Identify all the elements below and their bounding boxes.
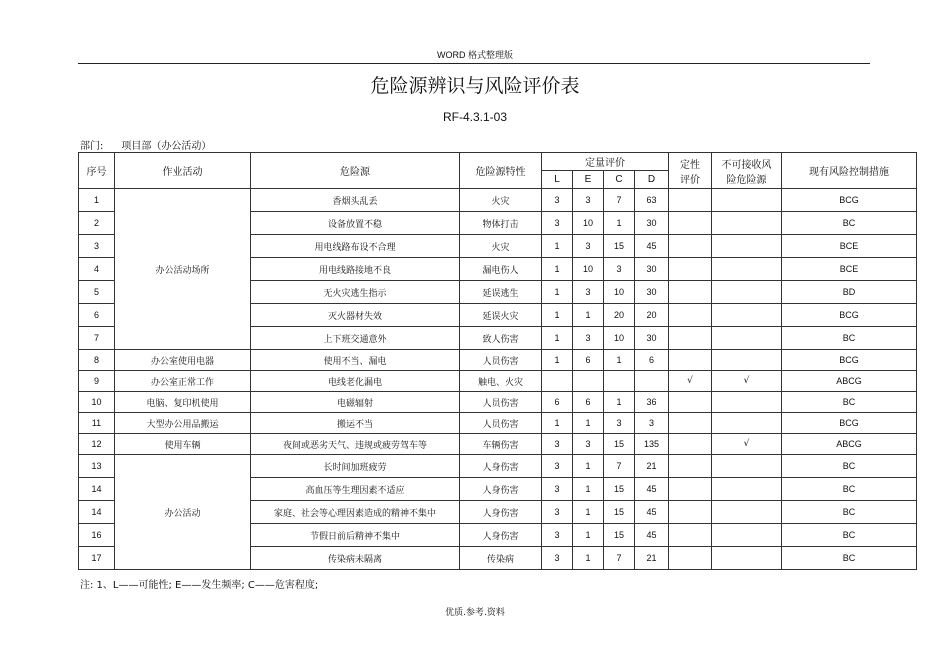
qualitative-cell: [669, 327, 712, 350]
row-seq: 1: [79, 189, 115, 212]
hazard-cell: 设备放置不稳: [251, 212, 460, 235]
property-cell: 火灾: [460, 235, 542, 258]
d-cell: 21: [635, 455, 669, 478]
header-measures: 现有风险控制措施: [782, 153, 917, 189]
unacceptable-cell: [712, 189, 782, 212]
c-cell: 7: [604, 547, 635, 570]
table-row: [79, 392, 917, 413]
d-cell: 30: [635, 212, 669, 235]
unacceptable-cell: [712, 304, 782, 327]
row-seq: 17: [79, 547, 115, 570]
unacceptable-cell: [712, 235, 782, 258]
l-cell: 3: [542, 455, 573, 478]
unacceptable-cell: [712, 501, 782, 524]
measures-cell: BCG: [782, 189, 917, 212]
header-unacceptable-line1: 不可接收风: [721, 159, 772, 171]
header-e: E: [573, 171, 604, 189]
property-cell: 延误逃生: [460, 281, 542, 304]
hazard-cell: 家庭、社会等心理因素造成的精神不集中: [251, 501, 460, 524]
l-cell: 1: [542, 327, 573, 350]
property-cell: 延误火灾: [460, 304, 542, 327]
e-cell: 1: [573, 501, 604, 524]
qualitative-cell: [669, 434, 712, 455]
e-cell: 6: [573, 350, 604, 371]
d-cell: 45: [635, 524, 669, 547]
row-seq: 6: [79, 304, 115, 327]
d-cell: 30: [635, 258, 669, 281]
property-cell: 漏电伤人: [460, 258, 542, 281]
header-activity: 作业活动: [115, 153, 251, 189]
property-cell: 人身伤害: [460, 455, 542, 478]
unacceptable-cell: [712, 478, 782, 501]
e-cell: 10: [573, 258, 604, 281]
property-cell: 火灾: [460, 189, 542, 212]
header-divider: [78, 63, 870, 64]
measures-cell: BC: [782, 524, 917, 547]
header-quantitative: 定量评价: [542, 153, 669, 171]
hazard-cell: 香烟头乱丢: [251, 189, 460, 212]
hazard-cell: 灭火器材失效: [251, 304, 460, 327]
unacceptable-cell: [712, 455, 782, 478]
d-cell: 21: [635, 547, 669, 570]
document-code: RF-4.3.1-03: [442, 110, 508, 124]
hazard-cell: 使用不当、漏电: [251, 350, 460, 371]
hazard-cell: 用电线路接地不良: [251, 258, 460, 281]
row-seq: 14: [79, 501, 115, 524]
activity-cell: 办公活动场所: [115, 189, 251, 350]
property-cell: 触电、火灾: [460, 371, 542, 392]
header-unacceptable: [712, 153, 782, 189]
e-cell: 3: [573, 189, 604, 212]
c-cell: 10: [604, 327, 635, 350]
table-row: [79, 455, 917, 478]
d-cell: 3: [635, 413, 669, 434]
c-cell: 15: [604, 524, 635, 547]
department-label: 部门:: [80, 141, 104, 152]
header-unacceptable-line2: 险危险源: [726, 174, 767, 186]
hazard-cell: 长时间加班疲劳: [251, 455, 460, 478]
e-cell: 6: [573, 392, 604, 413]
d-cell: [635, 371, 669, 392]
hazard-cell: 上下班交通意外: [251, 327, 460, 350]
qualitative-cell: [669, 235, 712, 258]
qualitative-cell: [669, 413, 712, 434]
c-cell: 15: [604, 501, 635, 524]
l-cell: 3: [542, 212, 573, 235]
qualitative-cell: [669, 189, 712, 212]
e-cell: 1: [573, 478, 604, 501]
qualitative-cell: [669, 392, 712, 413]
l-cell: 1: [542, 413, 573, 434]
qualitative-cell: [669, 258, 712, 281]
c-cell: 10: [604, 281, 635, 304]
property-cell: 人身伤害: [460, 478, 542, 501]
qualitative-cell: [669, 304, 712, 327]
property-cell: 人身伤害: [460, 501, 542, 524]
measures-cell: ABCG: [782, 371, 917, 392]
measures-cell: BC: [782, 455, 917, 478]
d-cell: 30: [635, 281, 669, 304]
e-cell: 3: [573, 434, 604, 455]
e-cell: 1: [573, 304, 604, 327]
unacceptable-cell: [712, 524, 782, 547]
header-seq: 序号: [79, 153, 115, 189]
property-cell: 人员伤害: [460, 392, 542, 413]
unacceptable-cell: [712, 547, 782, 570]
measures-cell: BCG: [782, 304, 917, 327]
unacceptable-cell: [712, 281, 782, 304]
c-cell: 1: [604, 212, 635, 235]
table-row: [79, 350, 917, 371]
l-cell: 6: [542, 392, 573, 413]
qualitative-cell: [669, 478, 712, 501]
hazard-cell: 用电线路布设不合理: [251, 235, 460, 258]
measures-cell: BC: [782, 327, 917, 350]
qualitative-cell: √: [669, 371, 712, 392]
department-line: [80, 137, 211, 152]
property-cell: 传染病: [460, 547, 542, 570]
qualitative-cell: [669, 547, 712, 570]
measures-cell: BC: [782, 547, 917, 570]
row-seq: 2: [79, 212, 115, 235]
c-cell: 3: [604, 258, 635, 281]
header-qualitative: [669, 153, 712, 189]
c-cell: 20: [604, 304, 635, 327]
qualitative-cell: [669, 501, 712, 524]
e-cell: 3: [573, 327, 604, 350]
measures-cell: BCE: [782, 235, 917, 258]
qualitative-cell: [669, 350, 712, 371]
l-cell: 3: [542, 478, 573, 501]
row-seq: 11: [79, 413, 115, 434]
e-cell: [573, 371, 604, 392]
d-cell: 45: [635, 501, 669, 524]
hazard-cell: 无火灾逃生指示: [251, 281, 460, 304]
qualitative-cell: [669, 212, 712, 235]
department-value: 项目部（办公活动）: [121, 141, 212, 152]
c-cell: 7: [604, 189, 635, 212]
measures-cell: BCG: [782, 413, 917, 434]
header-l: L: [542, 171, 573, 189]
unacceptable-cell: [712, 350, 782, 371]
measures-cell: BC: [782, 501, 917, 524]
row-seq: 16: [79, 524, 115, 547]
c-cell: 15: [604, 434, 635, 455]
l-cell: 1: [542, 281, 573, 304]
row-seq: 7: [79, 327, 115, 350]
l-cell: 3: [542, 547, 573, 570]
hazard-cell: 高血压等生理因素不适应: [251, 478, 460, 501]
l-cell: 1: [542, 350, 573, 371]
header-property: 危险源特性: [460, 153, 542, 189]
c-cell: [604, 371, 635, 392]
l-cell: [542, 371, 573, 392]
qualitative-cell: [669, 455, 712, 478]
qualitative-cell: [669, 524, 712, 547]
d-cell: 45: [635, 235, 669, 258]
activity-cell: 办公室正常工作: [115, 371, 251, 392]
header-hazard: 危险源: [251, 153, 460, 189]
l-cell: 3: [542, 434, 573, 455]
d-cell: 36: [635, 392, 669, 413]
hazard-cell: 节假日前后精神不集中: [251, 524, 460, 547]
table-row: [79, 413, 917, 434]
e-cell: 3: [573, 235, 604, 258]
hazard-cell: 传染病未隔离: [251, 547, 460, 570]
e-cell: 1: [573, 524, 604, 547]
row-seq: 4: [79, 258, 115, 281]
activity-cell: 办公室使用电器: [115, 350, 251, 371]
table-row: [79, 189, 917, 212]
property-cell: 致人伤害: [460, 327, 542, 350]
l-cell: 1: [542, 235, 573, 258]
measures-cell: BCE: [782, 258, 917, 281]
activity-cell: 大型办公用品搬运: [115, 413, 251, 434]
page-header-note: WORD 格式整理版: [437, 50, 513, 60]
footnote: 注: 1、L——可能性; E——发生频率; C——危害程度;: [80, 580, 319, 591]
c-cell: 1: [604, 392, 635, 413]
l-cell: 3: [542, 524, 573, 547]
row-seq: 3: [79, 235, 115, 258]
hazard-cell: 电线老化漏电: [251, 371, 460, 392]
measures-cell: BC: [782, 392, 917, 413]
c-cell: 3: [604, 413, 635, 434]
activity-cell: 电脑、复印机使用: [115, 392, 251, 413]
d-cell: 45: [635, 478, 669, 501]
c-cell: 7: [604, 455, 635, 478]
qualitative-cell: [669, 281, 712, 304]
property-cell: 人员伤害: [460, 413, 542, 434]
measures-cell: BD: [782, 281, 917, 304]
row-seq: 10: [79, 392, 115, 413]
property-cell: 车辆伤害: [460, 434, 542, 455]
l-cell: 1: [542, 258, 573, 281]
row-seq: 14: [79, 478, 115, 501]
row-seq: 8: [79, 350, 115, 371]
table-body: [79, 189, 917, 570]
e-cell: 1: [573, 413, 604, 434]
header-qualitative-line1: 定性: [680, 159, 700, 171]
e-cell: 1: [573, 455, 604, 478]
row-seq: 12: [79, 434, 115, 455]
e-cell: 1: [573, 547, 604, 570]
activity-cell: 办公活动: [115, 455, 251, 570]
l-cell: 3: [542, 501, 573, 524]
unacceptable-cell: √: [712, 371, 782, 392]
d-cell: 6: [635, 350, 669, 371]
row-seq: 5: [79, 281, 115, 304]
table-row: [79, 371, 917, 392]
d-cell: 30: [635, 327, 669, 350]
measures-cell: ABCG: [782, 434, 917, 455]
property-cell: 物体打击: [460, 212, 542, 235]
e-cell: 3: [573, 281, 604, 304]
unacceptable-cell: [712, 392, 782, 413]
row-seq: 13: [79, 455, 115, 478]
activity-cell: 使用车辆: [115, 434, 251, 455]
table-row: [79, 434, 917, 455]
c-cell: 15: [604, 478, 635, 501]
d-cell: 135: [635, 434, 669, 455]
header-d: D: [635, 171, 669, 189]
d-cell: 20: [635, 304, 669, 327]
header-qualitative-line2: 评价: [680, 174, 700, 186]
e-cell: 10: [573, 212, 604, 235]
l-cell: 1: [542, 304, 573, 327]
page-footer: 优质.参考.资料: [445, 608, 505, 618]
unacceptable-cell: [712, 212, 782, 235]
property-cell: 人员伤害: [460, 350, 542, 371]
measures-cell: BC: [782, 478, 917, 501]
measures-cell: BCG: [782, 350, 917, 371]
risk-assessment-table: [78, 152, 917, 570]
unacceptable-cell: [712, 413, 782, 434]
measures-cell: BC: [782, 212, 917, 235]
unacceptable-cell: [712, 258, 782, 281]
c-cell: 1: [604, 350, 635, 371]
hazard-cell: 电磁辐射: [251, 392, 460, 413]
header-c: C: [604, 171, 635, 189]
property-cell: 人身伤害: [460, 524, 542, 547]
row-seq: 9: [79, 371, 115, 392]
c-cell: 15: [604, 235, 635, 258]
unacceptable-cell: √: [712, 434, 782, 455]
page-title: 危险源辨识与风险评价表: [370, 75, 580, 97]
d-cell: 63: [635, 189, 669, 212]
unacceptable-cell: [712, 327, 782, 350]
hazard-cell: 搬运不当: [251, 413, 460, 434]
l-cell: 3: [542, 189, 573, 212]
hazard-cell: 夜间或恶劣天气、违规或疲劳驾车等: [251, 434, 460, 455]
